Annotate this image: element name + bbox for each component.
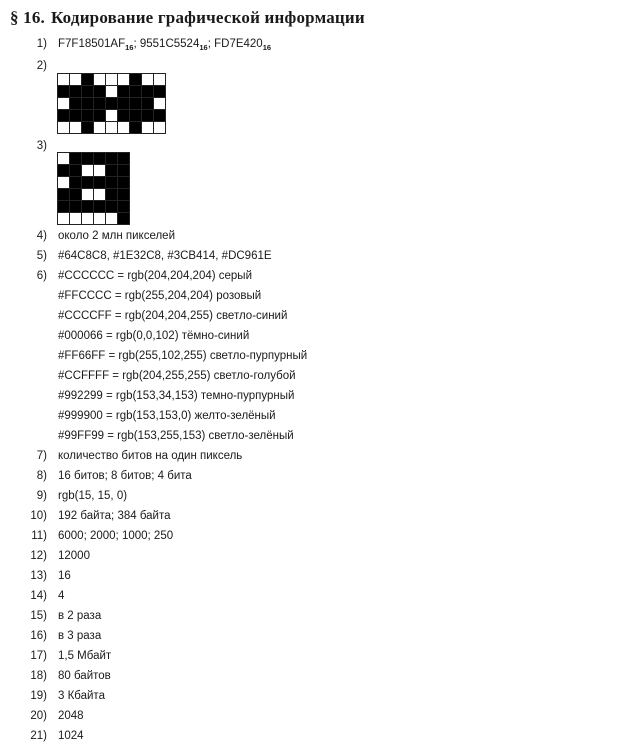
item-number: 19) [30,690,47,702]
pixel-black [94,153,106,165]
pixel-black [94,110,106,122]
item-text: 3 Кбайта [58,690,105,702]
item-text: #FF66FF = rgb(255,102,255) светло-пурпурный [58,350,308,362]
item-number: 21) [30,730,47,742]
pixel-black [58,86,70,98]
pixel-white [70,74,82,86]
pixel-black [70,110,82,122]
pixel-black [94,201,106,213]
item-number: 13) [30,570,47,582]
item-text: 6000; 2000; 1000; 250 [58,530,174,542]
pixel-white [70,213,82,225]
pixel-black [130,74,142,86]
item-text: 80 байтов [58,670,111,682]
pixel-black [130,122,142,134]
item-number: 3) [36,140,47,152]
pixel-black [82,153,94,165]
pixel-white [58,213,70,225]
pixel-white [142,122,154,134]
item-text: rgb(15, 15, 0) [58,490,128,502]
pixel-white [106,86,118,98]
pixel-white [142,74,154,86]
pixel-black [106,189,118,201]
pixel-black [118,153,130,165]
item-number: 11) [31,530,47,542]
pixel-black [70,165,82,177]
pixel-black [106,201,118,213]
pixel-white [58,177,70,189]
pixel-white [94,165,106,177]
pixel-black [58,110,70,122]
item-text: 4 [58,590,65,602]
pixel-black [94,86,106,98]
item-number: 12) [30,550,47,562]
pixel-black [58,189,70,201]
pixel-white [94,122,106,134]
pixel-black [94,177,106,189]
section-title: Кодирование графической информации [51,8,365,27]
pixel-black [142,86,154,98]
item-number: 8) [36,470,47,482]
pixel-black [94,98,106,110]
pixel-black [154,110,166,122]
item-number: 2) [36,60,47,72]
pixel-black [142,110,154,122]
item-number: 4) [36,230,47,242]
pixel-white [58,98,70,110]
item-number: 9) [36,490,47,502]
pixel-black [154,86,166,98]
pixel-black [58,201,70,213]
pixel-black [82,122,94,134]
section-heading [10,8,365,28]
section-number: § 16. [10,8,45,27]
item-number: 1) [36,38,47,50]
pixel-white [82,165,94,177]
pixel-black [82,74,94,86]
pixel-white [94,74,106,86]
item-number: 6) [36,270,47,282]
pixel-white [94,213,106,225]
pixel-black [118,98,130,110]
pixel-black [118,201,130,213]
item-number: 20) [30,710,47,722]
pixel-black [142,98,154,110]
pixel-grid-item-2 [57,73,166,134]
pixel-white [106,74,118,86]
pixel-white [154,98,166,110]
pixel-black [70,189,82,201]
item-text: в 2 раза [58,610,102,622]
item-text: #CCCCFF = rgb(204,204,255) светло-синий [58,310,288,322]
item-text: #FFCCCC = rgb(255,204,204) розовый [58,290,262,302]
pixel-black [118,110,130,122]
pixel-black [130,98,142,110]
item-text: #000066 = rgb(0,0,102) тёмно-синий [58,330,250,342]
item-text: 16 битов; 8 битов; 4 бита [58,470,192,482]
pixel-white [82,213,94,225]
item-text: $F7F18501AF_{16}$; $9551C5524_{16}$; $FD7E420_{16}$ [58,38,272,52]
item-text: 12000 [58,550,90,562]
pixel-black [130,86,142,98]
pixel-black [118,86,130,98]
pixel-black [70,98,82,110]
pixel-black [118,177,130,189]
item-number: 7) [36,450,47,462]
pixel-black [82,98,94,110]
pixel-black [106,98,118,110]
item-text: 16 [58,570,71,582]
pixel-black [58,165,70,177]
item-text: #99FF99 = rgb(153,255,153) светло-зелёный [58,430,294,442]
pixel-black [106,153,118,165]
item-text: около 2 млн пикселей [58,230,175,242]
pixel-black [82,86,94,98]
item-number: 14) [30,590,47,602]
item-text: 1,5 Мбайт [58,650,112,662]
item-text: #64C8C8, #1E32C8, #3CB414, #DC961E [58,250,272,262]
pixel-white [58,74,70,86]
pixel-white [94,189,106,201]
item-text: 2048 [58,710,84,722]
pixel-white [58,122,70,134]
item-number: 18) [30,670,47,682]
item-text: #992299 = rgb(153,34,153) темно-пурпурный [58,390,295,402]
pixel-black [70,153,82,165]
pixel-white [118,122,130,134]
item-text: количество битов на один пиксель [58,450,243,462]
item-text: #CCFFFF = rgb(204,255,255) светло-голубой [58,370,296,382]
pixel-white [118,74,130,86]
pixel-black [70,201,82,213]
pixel-black [82,201,94,213]
pixel-black [106,177,118,189]
pixel-white [82,189,94,201]
pixel-white [106,122,118,134]
item-number: 5) [36,250,47,262]
item-number: 16) [30,630,47,642]
item-number: 10) [30,510,47,522]
pixel-black [118,165,130,177]
item-text: 192 байта; 384 байта [58,510,171,522]
pixel-white [70,122,82,134]
pixel-white [154,74,166,86]
item-text: #CCCCCC = rgb(204,204,204) серый [58,270,252,282]
pixel-white [106,213,118,225]
pixel-white [106,110,118,122]
pixel-black [106,165,118,177]
pixel-grid-item-3 [57,152,130,225]
pixel-black [130,110,142,122]
item-text: #999900 = rgb(153,153,0) желто-зелёный [58,410,276,422]
pixel-white [58,153,70,165]
pixel-white [154,122,166,134]
item-text: 1024 [58,730,84,742]
pixel-black [70,177,82,189]
pixel-black [118,189,130,201]
pixel-black [118,213,130,225]
item-number: 17) [30,650,47,662]
pixel-black [82,110,94,122]
pixel-black [70,86,82,98]
item-number: 15) [30,610,47,622]
item-text: в 3 раза [58,630,102,642]
pixel-black [82,177,94,189]
